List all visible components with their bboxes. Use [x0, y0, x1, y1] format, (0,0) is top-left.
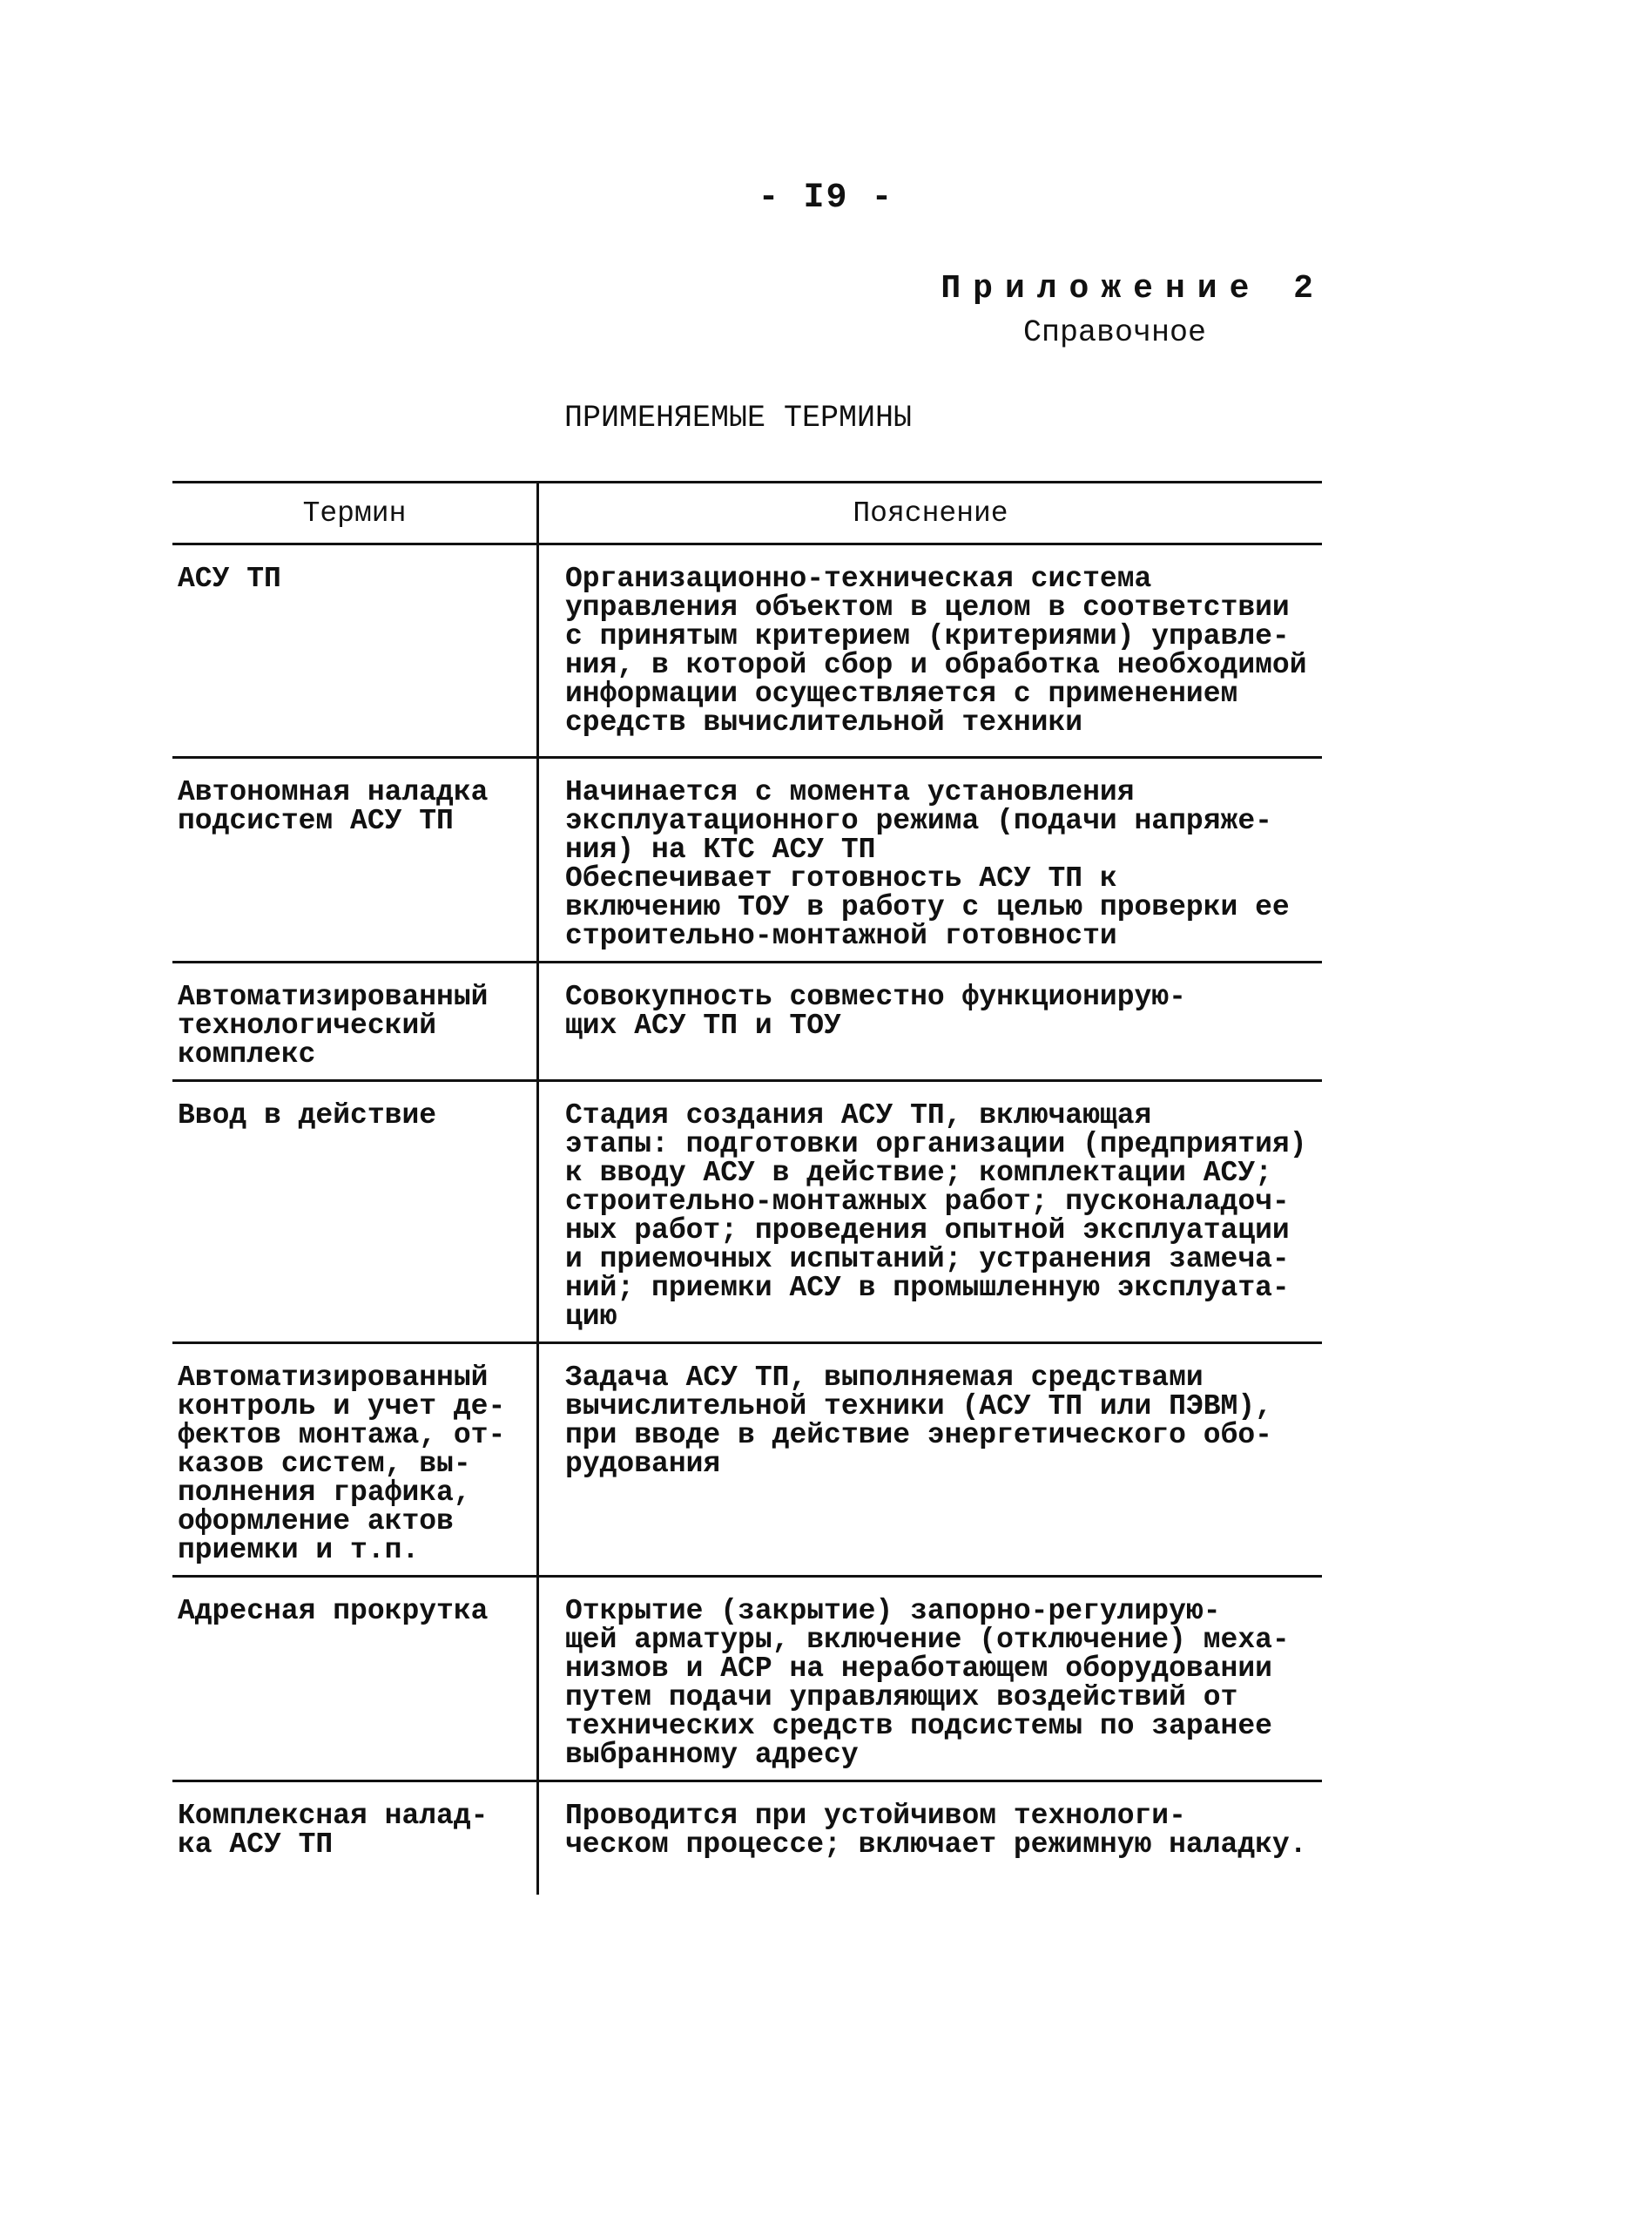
appendix-type: Справочное — [1023, 315, 1207, 350]
term-cell — [172, 1343, 538, 1577]
term-cell — [172, 1781, 538, 1895]
table-row — [172, 1577, 1322, 1781]
appendix-label: Приложение 2 — [941, 270, 1325, 307]
term-cell — [172, 1577, 538, 1781]
header-term: Термин — [172, 483, 538, 544]
term-text: Ввод в действие — [178, 1099, 437, 1132]
table-row — [172, 1781, 1322, 1895]
explanation-text: Начинается с момента установления эксплуатационного режима (подачи напряже- ния) на КТС АСУ ТП Обеспечивает готовность АСУ ТП к включению ТОУ в работу с целью проверки ее строительно-монтажной готовности — [565, 776, 1290, 952]
term-text: Комплексная налад- ка АСУ ТП — [178, 1800, 489, 1861]
explanation-cell — [538, 963, 1323, 1081]
explanation-text: Организационно-техническая система управления объектом в целом в соответствии с принятым критерием (критериями) управле- ния, в которой сбор и обработка необходимой информации осуществляется с применением средств вычислительной техники — [565, 563, 1307, 739]
term-cell — [172, 544, 538, 758]
table-row — [172, 963, 1322, 1081]
terms-table — [172, 481, 1322, 1895]
term-cell — [172, 963, 538, 1081]
explanation-text: Совокупность совместно функционирую- щих АСУ ТП и ТОУ — [565, 981, 1186, 1042]
table-row — [172, 544, 1322, 758]
page-number: - I9 - — [758, 179, 894, 218]
explanation-text: Задача АСУ ТП, выполняемая средствами вычислительной техники (АСУ ТП или ПЭВМ), при вводе в действие энергетического обо- рудования — [565, 1362, 1272, 1480]
header-explanation: Пояснение — [538, 483, 1323, 544]
explanation-cell — [538, 1343, 1323, 1577]
table-header — [172, 483, 1322, 544]
explanation-text: Стадия создания АСУ ТП, включающая этапы: подготовки организации (предприятия) к вводу АСУ в действие; комплектации АСУ; строительно-монтажных работ; пусконаладоч- ных работ; проведения опытной эксплуатации и приемочных испытаний; устранения замеча- ний; приемки АСУ в промышленную эксплуата- цию — [565, 1099, 1307, 1333]
term-text: Автономная наладка подсистем АСУ ТП — [178, 776, 489, 837]
table-row — [172, 1081, 1322, 1343]
table-row — [172, 758, 1322, 963]
section-title: ПРИМЕНЯЕМЫЕ ТЕРМИНЫ — [564, 401, 913, 436]
term-cell — [172, 758, 538, 963]
table-body — [172, 544, 1322, 1895]
explanation-cell — [538, 758, 1323, 963]
term-text: АСУ ТП — [178, 563, 281, 595]
explanation-text: Открытие (закрытие) запорно-регулирую- щей арматуры, включение (отключение) меха- низмов и АСР на неработающем оборудовании путем подачи управляющих воздействий от технических средств подсистемы по заранее выбранному адресу — [565, 1595, 1290, 1771]
explanation-text: Проводится при устойчивом технологи- ческом процессе; включает режимную наладку. — [565, 1800, 1307, 1861]
table-header-row — [172, 483, 1322, 544]
table-row — [172, 1343, 1322, 1577]
term-text: Автоматизированный контроль и учет де- фектов монтажа, от- казов систем, вы- полнения графика, оформление актов приемки и т.п. — [178, 1362, 506, 1566]
explanation-cell — [538, 1081, 1323, 1343]
term-text: Адресная прокрутка — [178, 1595, 489, 1627]
explanation-cell — [538, 1577, 1323, 1781]
explanation-cell — [538, 1781, 1323, 1895]
term-cell — [172, 1081, 538, 1343]
explanation-cell — [538, 544, 1323, 758]
term-text: Автоматизированный технологический комплекс — [178, 981, 489, 1071]
